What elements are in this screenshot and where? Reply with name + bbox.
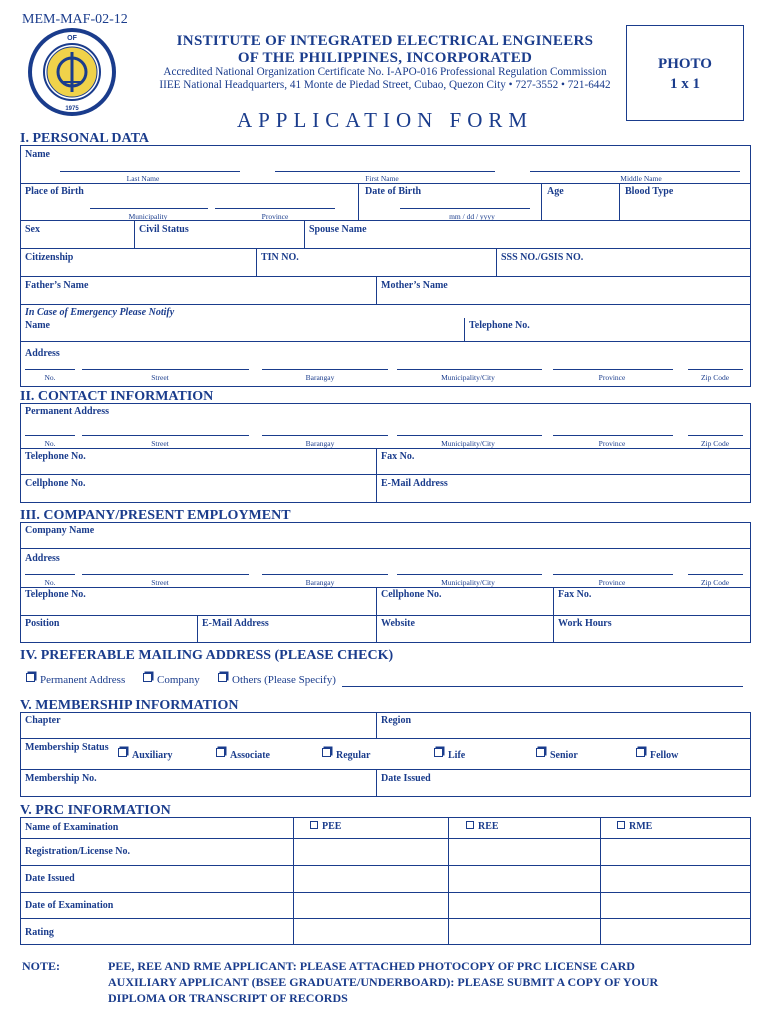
form-title: APPLICATION FORM: [236, 108, 534, 132]
input-perm-no[interactable]: [25, 435, 75, 436]
prc-box: [20, 817, 751, 945]
input-co-province[interactable]: [553, 574, 673, 575]
input-date-of-birth[interactable]: [400, 208, 530, 209]
input-perm-province[interactable]: [553, 435, 673, 436]
org-name: INSTITUTE OF INTEGRATED ELECTRICAL ENGINEERS OF THE PHILIPPINES, INCORPORATED: [176, 33, 594, 66]
label-name: Name: [25, 149, 50, 160]
logo-year: 1975: [65, 106, 79, 112]
checkbox-ree[interactable]: REE: [466, 821, 499, 832]
input-address-province[interactable]: [553, 369, 673, 370]
section-prc: V. PRC INFORMATION: [20, 803, 171, 818]
note-label: NOTE:: [22, 959, 61, 973]
iiee-logo: [26, 26, 118, 118]
section-company: III. COMPANY/PRESENT EMPLOYMENT: [20, 508, 291, 523]
section-contact: II. CONTACT INFORMATION: [20, 389, 214, 404]
input-perm-barangay[interactable]: [262, 435, 388, 436]
checkbox-fellow[interactable]: Fellow: [636, 748, 678, 761]
input-perm-zip[interactable]: [688, 435, 743, 436]
org-details: Accredited National Organization Certificate No. I-APO-016 Professional Regulation Commission IIEE National Headquarters, 41 Monte de Piedad Street, Cubao, Quezon City • 727-3552 • 721-6442: [159, 66, 611, 91]
input-middle-name[interactable]: [530, 171, 740, 172]
input-co-street[interactable]: [82, 574, 249, 575]
input-address-no[interactable]: [25, 369, 75, 370]
input-mail-others[interactable]: [342, 686, 743, 687]
input-address-street[interactable]: [82, 369, 249, 370]
section-personal-data: I. PERSONAL DATA: [20, 131, 150, 146]
checkbox-mail-permanent[interactable]: Permanent Address: [26, 673, 125, 686]
input-co-no[interactable]: [25, 574, 75, 575]
input-co-zip[interactable]: [688, 574, 743, 575]
input-perm-city[interactable]: [397, 435, 542, 436]
input-co-barangay[interactable]: [262, 574, 388, 575]
input-birth-province[interactable]: [215, 208, 335, 209]
checkbox-life[interactable]: Life: [434, 748, 465, 761]
checkbox-regular[interactable]: Regular: [322, 748, 370, 761]
input-address-barangay[interactable]: [262, 369, 388, 370]
checkbox-rme[interactable]: RME: [617, 821, 652, 832]
checkbox-associate[interactable]: Associate: [216, 748, 270, 761]
checkbox-senior[interactable]: Senior: [536, 748, 578, 761]
input-first-name[interactable]: [275, 171, 495, 172]
checkbox-auxiliary[interactable]: Auxiliary: [118, 748, 173, 761]
input-last-name[interactable]: [60, 171, 240, 172]
checkbox-mail-others[interactable]: Others (Please Specify): [218, 673, 336, 686]
section-mailing: IV. PREFERABLE MAILING ADDRESS (PLEASE CHECK): [20, 648, 394, 663]
input-birth-municipality[interactable]: [90, 208, 208, 209]
checkbox-pee[interactable]: PEE: [310, 821, 341, 832]
checkbox-mail-company[interactable]: Company: [143, 673, 200, 686]
photo-box[interactable]: PHOTO 1 x 1: [626, 25, 744, 121]
section-membership: V. MEMBERSHIP INFORMATION: [20, 698, 239, 713]
logo-text-top: OF: [67, 35, 77, 42]
form-code: MEM-MAF-02-12: [22, 12, 128, 27]
input-perm-street[interactable]: [82, 435, 249, 436]
input-co-city[interactable]: [397, 574, 542, 575]
input-address-city[interactable]: [397, 369, 542, 370]
note-text: PEE, REE AND RME APPLICANT: PLEASE ATTACHED PHOTOCOPY OF PRC LICENSE CARD AUXILIARY APPLICANT (BSEE GRADUATE/UNDERBOARD): PLEASE SUBMIT A COPY OF YOUR DIPLOMA OR TRANSCRIPT OF RECORDS: [108, 959, 659, 1005]
input-address-zip[interactable]: [688, 369, 743, 370]
